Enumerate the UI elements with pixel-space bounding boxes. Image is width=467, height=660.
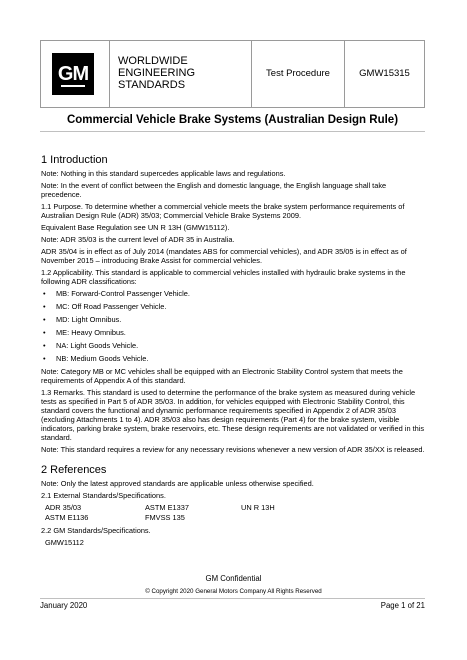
org-line-1: WORLDWIDE [118,55,188,67]
org-cell [110,41,252,107]
section-2-heading: 2 References [41,464,107,476]
list-item: • NA: Light Goods Vehicle. [41,341,425,350]
list-item: • MC: Off Road Passenger Vehicle. [41,302,425,311]
gm-logo-underline [61,85,85,87]
paragraph: Equivalent Base Regulation see UN R 13H (GMW15112). [41,223,230,232]
list-item: • MD: Light Omnibus. [41,315,425,324]
paragraph: 2.2 GM Standards/Specifications. [41,526,151,535]
reference-item: ADR 35/03 [45,503,82,512]
doc-type-cell [252,41,345,107]
list-item: • MB: Forward-Control Passenger Vehicle. [41,289,425,298]
paragraph: ADR 35/04 is in effect as of July 2014 (mandates ABS for commercial vehicles), and ADR 35/05 is in effect as of November 2015 – introducing Brake Assist for commercial vehicles. [41,247,407,265]
reference-item [241,513,321,523]
footer-divider [40,598,425,599]
org-name [118,55,195,91]
reference-item: ASTM E1136 [45,513,89,522]
paragraph: Note: Only the latest approved standards are applicable unless otherwise specified. [41,479,314,488]
confidential-label: GM Confidential [205,574,262,583]
list-item: • NB: Medium Goods Vehicle. [41,354,425,363]
logo-cell [41,41,110,107]
paragraph: Note: ADR 35/03 is the current level of ADR 35 in Australia. [41,235,235,244]
gm-logo-text: GM [57,62,89,85]
footer-date: January 2020 [40,601,88,610]
org-line-3: STANDARDS [118,79,186,91]
applicability-paragraph: 1.2 Applicability. This standard is applicable to commercial vehicles installed with hydraulic brake systems in the following ADR classifications: [41,268,406,286]
external-references [45,503,425,523]
doc-type: Test Procedure [266,68,330,79]
doc-number: GMW15315 [359,68,410,79]
adr-classification-list [41,289,425,363]
title-divider [40,131,425,132]
document-title: Commercial Vehicle Brake Systems (Australian Design Rule) [66,114,399,126]
list-item: • ME: Heavy Omnibus. [41,328,425,337]
purpose-paragraph: 1.1 Purpose. To determine whether a commercial vehicle meets the brake system performance requirements of Australian Design Rule (ADR) 35/03; Commercial Vehicle Brake Systems 2009. [41,202,405,220]
gm-reference: GMW15112 [45,538,84,547]
section-1-heading: 1 Introduction [41,154,108,166]
reference-item: UN R 13H [241,503,275,512]
org-line-2: ENGINEERING [118,67,196,79]
remarks-paragraph: 1.3 Remarks. This standard is used to determine the performance of the brake system as measured during vehicle tests as specified in Part 5 of ADR 35/03. In addition, for vehicles equipped with Electronic Stability Control, this standard covers the functional and dynamic performance requirements specified in Appendix 2 of ADR 35/03 (excluding Attachments 1 to 4). ADR 35/03 also has design requirements (Part 4) for the brake system, visible indicators, parking brake system, brake reservoirs, etc. These design requirements are not validated or verified in this standard. [41,388,425,442]
reference-item: FMVSS 135 [145,513,185,522]
paragraph: Note: In the event of conflict between the English and domestic language, the English language shall take precedence. [41,181,387,199]
paragraph: Note: This standard requires a review for any necessary revisions whenever a new version of ADR 35/XX is released. [41,445,425,454]
copyright-notice: © Copyright 2020 General Motors Company All Rights Reserved [145,588,322,595]
page-number: Page 1 of 21 [380,601,425,610]
document-header [40,40,425,108]
reference-item: ASTM E1337 [145,503,189,512]
gm-logo [52,53,94,95]
paragraph: 2.1 External Standards/Specifications. [41,491,166,500]
document-body [41,154,425,548]
paragraph: Note: Nothing in this standard supercedes applicable laws and regulations. [41,169,286,178]
paragraph: Note: Category MB or MC vehicles shall be equipped with an Electronic Stability Control system that meets the requirements of Appendix A of this standard. [41,367,403,385]
